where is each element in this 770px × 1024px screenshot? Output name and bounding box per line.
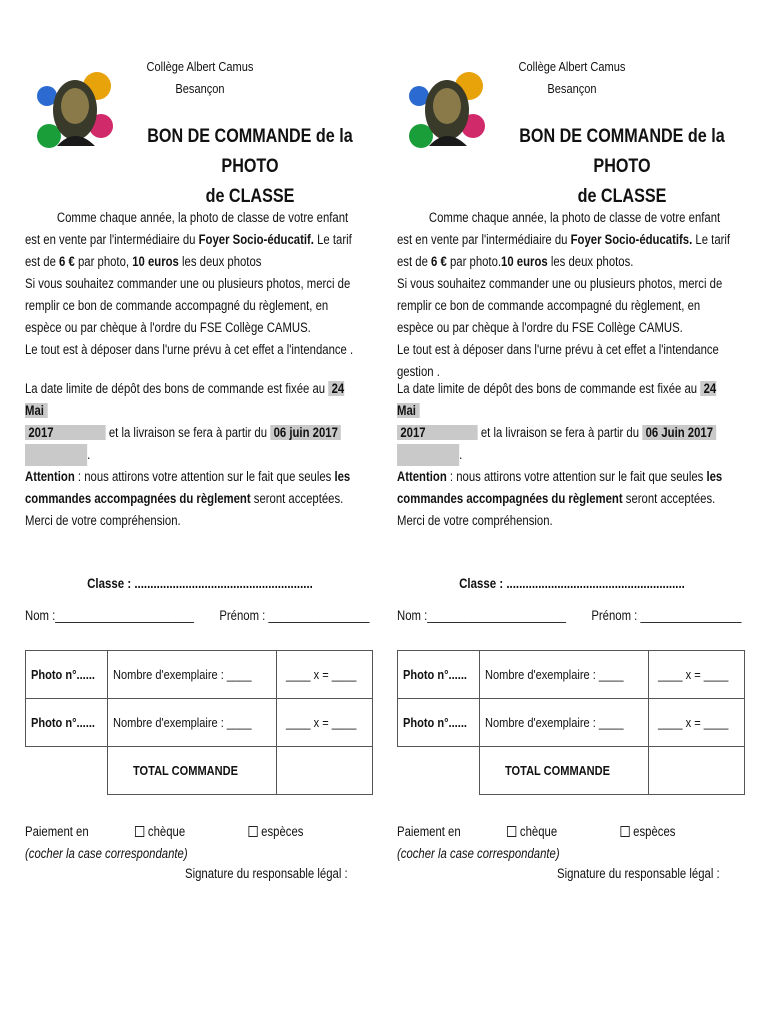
table-row [398, 699, 745, 747]
delivery-date: 06 Juin 2017 [642, 425, 716, 440]
intro-part: par photo. [446, 254, 502, 269]
cheque-label: chèque [147, 824, 186, 839]
school-header [51, 56, 349, 100]
quantity-field[interactable]: Nombre d'exemplaire : ____ [485, 667, 624, 682]
intro-part: Le tarif est de [397, 232, 731, 269]
subtotal-field[interactable]: ____ x = ____ [657, 715, 729, 730]
classe-field[interactable]: Classe : ........................................................ [87, 576, 313, 591]
intro-text [25, 207, 361, 361]
photo-number-field[interactable]: Photo n°...... [31, 667, 95, 682]
payment-hint: (cocher la case correspondante) [25, 846, 188, 861]
photo-number-field[interactable]: Photo n°...... [31, 715, 95, 730]
total-field[interactable] [649, 747, 745, 795]
subtotal-field[interactable]: ____ x = ____ [285, 715, 357, 730]
deadline-year: 2017 [397, 425, 478, 440]
price-one: 6 € [59, 254, 75, 269]
price-one: 6 € [431, 254, 447, 269]
intro-part: Comme chaque année, la photo de classe de votre enfant est en vente par l'intermédiaire du [25, 210, 349, 247]
especes-checkbox[interactable] [249, 826, 258, 837]
attention-part: : nous attirons votre attention sur le fait que seules [74, 469, 335, 484]
payment-section [25, 821, 361, 865]
deadline-date: 24 Mai [25, 381, 345, 418]
attention-part: seront acceptées. Merci de votre compréhension. [397, 491, 716, 528]
order-form-right [397, 0, 747, 1024]
quantity-field[interactable]: Nombre d'exemplaire : ____ [113, 715, 252, 730]
total-label: TOTAL COMMANDE [133, 763, 239, 778]
signature-label: Signature du responsable légal : [557, 866, 720, 881]
order-table [25, 650, 373, 795]
attention-text [25, 466, 361, 532]
name-fields [25, 608, 369, 623]
payment-label: Paiement en [25, 824, 89, 839]
subtotal-field[interactable]: ____ x = ____ [285, 667, 357, 682]
attention-part: : nous attirons votre attention sur le fait que seules [446, 469, 707, 484]
dropoff-text: Le tout est à déposer dans l'urne prévu à cet effet a l'intendance gestion . [397, 342, 719, 379]
cheque-checkbox[interactable] [507, 826, 516, 837]
deadline-label: La date limite de dépôt des bons de commande est fixée au [397, 381, 698, 396]
title-line-1: BON DE COMMANDE de la PHOTO [519, 126, 725, 177]
intro-part: Le tarif est de [25, 232, 352, 269]
especes-label: espèces [261, 824, 304, 839]
foyer-name: Foyer Socio-éducatif. [198, 232, 314, 247]
price-two: 10 euros [132, 254, 179, 269]
school-header [423, 56, 721, 100]
especes-label: espèces [633, 824, 676, 839]
quantity-field[interactable]: Nombre d'exemplaire : ____ [113, 667, 252, 682]
deadline-label: La date limite de dépôt des bons de commande est fixée au [25, 381, 326, 396]
delivery-date: 06 juin 2017 [270, 425, 341, 440]
attention-label: Attention [397, 469, 447, 484]
form-title [135, 122, 365, 212]
table-row-total [26, 747, 373, 795]
dropoff-text: Le tout est à déposer dans l'urne prévu à cet effet a l'intendance . [25, 342, 354, 357]
cheque-label: chèque [519, 824, 558, 839]
school-city: Besançon [547, 81, 597, 96]
title-line-1: BON DE COMMANDE de la PHOTO [147, 126, 353, 177]
foyer-name: Foyer Socio-éducatifs. [570, 232, 693, 247]
price-two: 10 euros [501, 254, 548, 269]
total-field[interactable] [277, 747, 373, 795]
deadline-year: 2017 [25, 425, 106, 440]
attention-text [397, 466, 733, 532]
signature-label: Signature du responsable légal : [185, 866, 348, 881]
quantity-field[interactable]: Nombre d'exemplaire : ____ [485, 715, 624, 730]
total-label: TOTAL COMMANDE [505, 763, 611, 778]
cheque-checkbox[interactable] [135, 826, 144, 837]
deadline-text [397, 378, 733, 466]
intro-part: les deux photos [178, 254, 262, 269]
intro-text [397, 207, 733, 383]
deadline-end: . [459, 447, 463, 462]
intro-part: Comme chaque année, la photo de classe de votre enfant est en vente par l'intermédiaire du [397, 210, 721, 247]
deadline-end: . [87, 447, 91, 462]
order-table [397, 650, 745, 795]
table-row-total [398, 747, 745, 795]
school-name: Collège Albert Camus [518, 59, 626, 74]
deadline-text [25, 378, 361, 466]
nom-field[interactable]: Nom :______________________ [397, 608, 566, 623]
attention-bold: les commandes accompagnées du règlement [397, 469, 723, 506]
delivery-label: et la livraison se fera à partir du [480, 425, 640, 440]
attention-label: Attention [25, 469, 75, 484]
prenom-field[interactable]: Prénom : ________________ [219, 608, 370, 623]
intro-part: par photo, [74, 254, 133, 269]
deadline-date: 24 Mai [397, 381, 717, 418]
subtotal-field[interactable]: ____ x = ____ [657, 667, 729, 682]
intro-part: les deux photos. [547, 254, 634, 269]
name-fields [397, 608, 741, 623]
photo-number-field[interactable]: Photo n°...... [403, 667, 467, 682]
payment-hint: (cocher la case correspondante) [397, 846, 560, 861]
delivery-label: et la livraison se fera à partir du [108, 425, 268, 440]
photo-number-field[interactable]: Photo n°...... [403, 715, 467, 730]
payment-section [397, 821, 733, 865]
form-title [507, 122, 737, 212]
table-row [26, 699, 373, 747]
attention-bold: les commandes accompagnées du règlement [25, 469, 351, 506]
table-row [26, 651, 373, 699]
instructions-text: Si vous souhaitez commander une ou plusieurs photos, merci de remplir ce bon de commande accompagné du règlement, en espèce ou par chèque à l'ordre du FSE Collège CAMUS. [397, 276, 723, 335]
classe-field[interactable]: Classe : ........................................................ [459, 576, 685, 591]
school-city: Besançon [175, 81, 225, 96]
title-line-2: de CLASSE [205, 186, 295, 207]
order-form-left [25, 0, 375, 1024]
especes-checkbox[interactable] [621, 826, 630, 837]
school-name: Collège Albert Camus [146, 59, 254, 74]
payment-label: Paiement en [397, 824, 461, 839]
title-line-2: de CLASSE [577, 186, 667, 207]
nom-field[interactable]: Nom :______________________ [25, 608, 194, 623]
instructions-text: Si vous souhaitez commander une ou plusieurs photos, merci de remplir ce bon de commande accompagné du règlement, en espèce ou par chèque à l'ordre du FSE Collège CAMUS. [25, 276, 351, 335]
attention-part: seront acceptées. Merci de votre compréhension. [25, 491, 344, 528]
table-row [398, 651, 745, 699]
prenom-field[interactable]: Prénom : ________________ [591, 608, 742, 623]
